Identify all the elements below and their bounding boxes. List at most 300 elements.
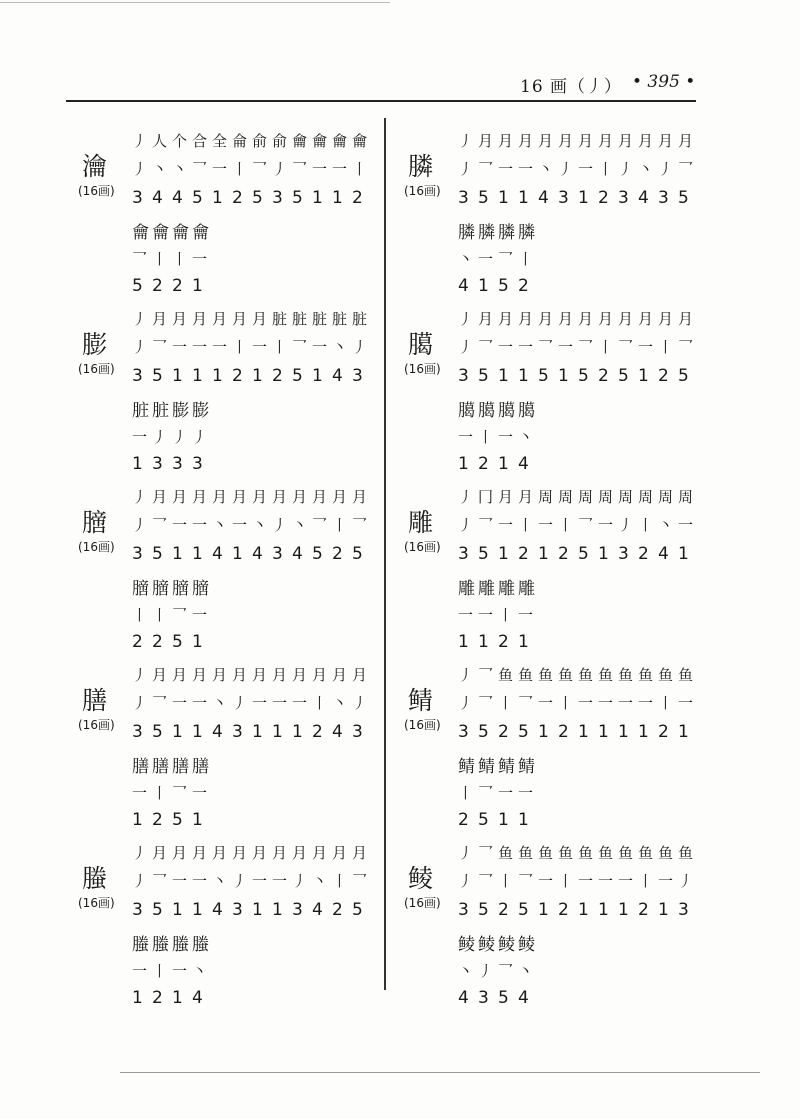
stroke-sequence-row-cell: 月 <box>538 310 554 328</box>
stroke-number-row-cell: 4 <box>332 366 343 386</box>
stroke-sequence-row-cell: 月 <box>638 132 654 150</box>
stroke-sequence-row-cont-cell: 鲮 <box>498 935 515 955</box>
stroke-number-row-cell: 1 <box>538 722 549 742</box>
stroke-number-row-cell: 1 <box>192 722 203 742</box>
head-character: 臈 <box>408 330 434 359</box>
stroke-sequence-row-cell: 鱼 <box>558 666 574 684</box>
stroke-number-row-cont-cell: 1 <box>498 454 509 474</box>
stroke-number-row-cell: 5 <box>518 722 529 742</box>
stroke-number-row-cell: 4 <box>638 188 649 208</box>
stroke-number-row-cell: 1 <box>518 188 529 208</box>
stroke-shape-row-cont-cell: 一 <box>478 250 494 268</box>
stroke-shape-row-cell: 一 <box>598 872 614 890</box>
stroke-number-row-cell: 2 <box>658 722 669 742</box>
stroke-sequence-row <box>132 664 372 686</box>
stroke-shape-row-cell: 丿 <box>272 160 288 178</box>
stroke-sequence-row-cell: 鱼 <box>578 844 594 862</box>
stroke-number-row-cell: 5 <box>518 900 529 920</box>
stroke-shape-row-cell: 一 <box>538 872 554 890</box>
stroke-shape-row-cont <box>132 426 212 448</box>
stroke-sequence-row-cont-cell: 膳 <box>172 757 189 777</box>
stroke-shape-row-cell: 一 <box>212 160 228 178</box>
stroke-sequence-row-cell: 月 <box>518 132 534 150</box>
stroke-number-row-cont-cell: 4 <box>458 988 469 1008</box>
stroke-shape-row <box>458 336 698 358</box>
stroke-count-badge: (16画) <box>78 362 115 376</box>
stroke-number-row-cont-cell: 1 <box>132 810 143 830</box>
stroke-sequence-row-cell: 乛 <box>478 844 494 862</box>
head-character: 膨 <box>82 330 108 359</box>
stroke-number-row-cont-cell: 2 <box>152 276 163 296</box>
stroke-shape-row-cont-cell: 一 <box>458 606 474 624</box>
stroke-number-row-cont-cell: 1 <box>478 276 489 296</box>
stroke-number-row-cell: 3 <box>232 900 243 920</box>
stroke-shape-row-cont-cell: 丶 <box>192 962 208 980</box>
stroke-shape-row-cell: 乛 <box>252 160 268 178</box>
stroke-sequence-row-cell: 乛 <box>478 666 494 684</box>
stroke-shape-row-cell: 丶 <box>212 694 228 712</box>
stroke-number-row-cell: 1 <box>618 900 629 920</box>
stroke-number-row-cell: 5 <box>292 188 303 208</box>
stroke-sequence-row-cell: 月 <box>678 132 694 150</box>
stroke-shape-row-cell: 一 <box>172 872 188 890</box>
stroke-sequence-row-cell: 鱼 <box>538 666 554 684</box>
stroke-number-row-cell: 2 <box>598 188 609 208</box>
stroke-shape-row-cell: 丿 <box>352 694 368 712</box>
stroke-shape-row <box>458 158 698 180</box>
stroke-shape-row-cont-cell: 一 <box>132 428 148 446</box>
stroke-sequence-row-cell: 月 <box>558 132 574 150</box>
stroke-shape-row-cont <box>458 426 538 448</box>
stroke-shape-row <box>458 692 698 714</box>
stroke-sequence-row-cell: 鱼 <box>578 666 594 684</box>
stroke-number-row-cont-cell: 2 <box>478 454 489 474</box>
stroke-number-row-cell: 1 <box>172 544 183 564</box>
stroke-number-row-cont-cell: 5 <box>498 276 509 296</box>
stroke-sequence-row-cell: 月 <box>638 310 654 328</box>
stroke-shape-row-cell: 一 <box>618 872 634 890</box>
stroke-number-row-cell: 3 <box>458 366 469 386</box>
stroke-shape-row-cell: 乛 <box>578 516 594 534</box>
stroke-sequence-row-cell: 周 <box>658 488 674 506</box>
stroke-shape-row-cell: 一 <box>498 160 514 178</box>
top-edge-line <box>0 2 390 3</box>
stroke-sequence-row-cont-cell: 膳 <box>152 757 169 777</box>
stroke-number-row-cell: 3 <box>132 900 143 920</box>
stroke-sequence-row-cell: 鱼 <box>498 666 514 684</box>
stroke-sequence-row-cont-cell: 龠 <box>132 223 149 243</box>
stroke-count-badge: (16画) <box>404 718 441 732</box>
stroke-sequence-row-cell: 丿 <box>458 310 474 328</box>
stroke-number-row-cont-cell: 1 <box>192 276 203 296</box>
stroke-shape-row-cont-cell: 丨 <box>172 250 188 268</box>
stroke-sequence-row-cell: 鱼 <box>538 844 554 862</box>
stroke-count-badge: (16画) <box>78 718 115 732</box>
stroke-number-row-cell: 1 <box>578 722 589 742</box>
stroke-number-row-cont-cell: 1 <box>478 632 489 652</box>
stroke-sequence-row-cell: 周 <box>638 488 654 506</box>
stroke-number-row-cont-cell: 4 <box>458 276 469 296</box>
stroke-sequence-row-cell: 丿 <box>132 310 148 328</box>
stroke-shape-row-cont-cell: 丨 <box>498 606 514 624</box>
stroke-shape-row-cont-cell: 一 <box>172 962 188 980</box>
stroke-shape-row-cont-cell: 乛 <box>172 784 188 802</box>
stroke-sequence-row-cell: 丿 <box>458 666 474 684</box>
stroke-shape-row-cell: 丨 <box>232 338 248 356</box>
stroke-sequence-row-cont-cell: 鲭 <box>498 757 515 777</box>
stroke-sequence-row-cont-cell: 螣 <box>192 935 209 955</box>
stroke-number-row-cell: 4 <box>212 722 223 742</box>
stroke-shape-row-cell: 一 <box>272 872 288 890</box>
stroke-sequence-row <box>132 130 372 152</box>
stroke-sequence-row-cell: 周 <box>558 488 574 506</box>
stroke-shape-row-cell: 一 <box>618 694 634 712</box>
stroke-sequence-row-cell: 鱼 <box>638 844 654 862</box>
stroke-sequence-row-cont-cell: 膪 <box>152 579 169 599</box>
stroke-number-row-cell: 4 <box>538 188 549 208</box>
stroke-shape-row-cell: 丨 <box>558 516 574 534</box>
stroke-number-row-cell: 1 <box>518 366 529 386</box>
stroke-number-row-cell: 3 <box>132 188 143 208</box>
stroke-shape-row-cont-cell: 一 <box>192 250 208 268</box>
stroke-shape-row-cell: 丶 <box>172 160 188 178</box>
stroke-number-row-cell: 2 <box>498 900 509 920</box>
stroke-shape-row-cell: 一 <box>252 694 268 712</box>
stroke-shape-row-cell: 丨 <box>498 694 514 712</box>
stroke-shape-row-cell: 一 <box>538 694 554 712</box>
stroke-number-row-cell: 5 <box>478 544 489 564</box>
stroke-sequence-row-cont-cell: 螣 <box>132 935 149 955</box>
stroke-sequence-row <box>458 486 698 508</box>
stroke-shape-row-cell: 丿 <box>678 872 694 890</box>
stroke-shape-row-cont <box>458 604 538 626</box>
stroke-sequence-row-cell: 月 <box>312 488 328 506</box>
stroke-shape-row-cell: 丶 <box>658 516 674 534</box>
stroke-sequence-row-cell: 月 <box>352 488 368 506</box>
stroke-shape-row-cell: 一 <box>212 338 228 356</box>
stroke-sequence-row-cell: 丿 <box>458 844 474 862</box>
stroke-sequence-row-cell: 月 <box>272 666 288 684</box>
stroke-sequence-row-cell: 月 <box>332 666 348 684</box>
stroke-shape-row-cell: 一 <box>518 338 534 356</box>
stroke-number-row-cont-cell: 5 <box>172 810 183 830</box>
stroke-shape-row-cell: 丨 <box>272 338 288 356</box>
stroke-sequence-row-cont-cell: 膪 <box>132 579 149 599</box>
stroke-shape-row-cell: 一 <box>172 516 188 534</box>
stroke-shape-row-cont-cell: 乛 <box>498 962 514 980</box>
stroke-shape-row-cell: 丿 <box>292 872 308 890</box>
stroke-sequence-row-cont-cell: 螣 <box>172 935 189 955</box>
stroke-shape-row-cont-cell: 乛 <box>478 784 494 802</box>
stroke-shape-row-cell: 一 <box>578 694 594 712</box>
head-character: 鲭 <box>408 686 434 715</box>
stroke-sequence-row-cell: 月 <box>578 310 594 328</box>
stroke-shape-row-cont-cell: 一 <box>458 428 474 446</box>
stroke-sequence-row-cont-cell: 雕 <box>498 579 515 599</box>
head-character: 瀹 <box>82 152 108 181</box>
stroke-sequence-row-cell: 月 <box>352 844 368 862</box>
stroke-sequence-row-cont-cell: 螣 <box>152 935 169 955</box>
stroke-sequence-row-cell: 月 <box>152 844 168 862</box>
stroke-sequence-row-cell: 月 <box>578 132 594 150</box>
stroke-sequence-row-cont-cell: 膪 <box>172 579 189 599</box>
stroke-sequence-row-cont-cell: 鲮 <box>518 935 535 955</box>
stroke-sequence-row-cell: 月 <box>658 310 674 328</box>
stroke-shape-row-cell: 乛 <box>478 516 494 534</box>
stroke-number-row-cont <box>132 988 212 1010</box>
stroke-sequence-row-cell: 周 <box>538 488 554 506</box>
stroke-shape-row-cell: 一 <box>638 694 654 712</box>
stroke-shape-row-cell: 丨 <box>598 160 614 178</box>
stroke-shape-row-cont-cell: 丨 <box>152 784 168 802</box>
stroke-number-row-cell: 2 <box>518 544 529 564</box>
stroke-number-row-cell: 5 <box>478 900 489 920</box>
stroke-shape-row-cell: 丿 <box>458 516 474 534</box>
stroke-shape-row-cell: 一 <box>312 338 328 356</box>
stroke-sequence-row-cont-cell: 鲭 <box>518 757 535 777</box>
stroke-shape-row-cont-cell: 乛 <box>132 250 148 268</box>
stroke-number-row-cell: 1 <box>498 188 509 208</box>
stroke-sequence-row-cell: 月 <box>212 310 228 328</box>
stroke-number-row-cell: 1 <box>172 900 183 920</box>
stroke-sequence-row-cell: 丿 <box>132 488 148 506</box>
stroke-shape-row-cont-cell: 一 <box>518 606 534 624</box>
stroke-sequence-row-cell: 鱼 <box>518 666 534 684</box>
stroke-number-row-cell: 1 <box>618 722 629 742</box>
stroke-shape-row-cell: 丨 <box>518 516 534 534</box>
stroke-shape-row-cont-cell: 丿 <box>478 962 494 980</box>
stroke-number-row-cont-cell: 1 <box>518 810 529 830</box>
stroke-sequence-row <box>132 842 372 864</box>
stroke-shape-row-cont <box>132 782 212 804</box>
stroke-number-row-cell: 5 <box>292 366 303 386</box>
stroke-sequence-row-cell: 鱼 <box>678 844 694 862</box>
head-character: 螣 <box>82 864 108 893</box>
stroke-shape-row-cell: 乛 <box>478 160 494 178</box>
stroke-shape-row-cell: 一 <box>192 872 208 890</box>
stroke-sequence-row-cont-cell: 膳 <box>192 757 209 777</box>
stroke-shape-row-cont-cell: 丶 <box>518 428 534 446</box>
stroke-sequence-row <box>458 842 698 864</box>
stroke-shape-row-cont-cell: 丨 <box>518 250 534 268</box>
stroke-shape-row-cont-cell: 丨 <box>478 428 494 446</box>
stroke-shape-row-cell: 乛 <box>678 338 694 356</box>
stroke-shape-row-cell: 乛 <box>478 338 494 356</box>
stroke-sequence-row-cell: 周 <box>578 488 594 506</box>
stroke-shape-row-cont-cell: 一 <box>518 784 534 802</box>
stroke-shape-row-cell: 乛 <box>478 872 494 890</box>
stroke-number-row-cell: 5 <box>478 722 489 742</box>
stroke-sequence-row-cont <box>132 930 212 955</box>
stroke-number-row-cell: 1 <box>232 544 243 564</box>
stroke-number-row-cont-cell: 1 <box>458 454 469 474</box>
stroke-number-row-cell: 3 <box>558 188 569 208</box>
stroke-shape-row-cell: 丨 <box>638 872 654 890</box>
stroke-shape-row-cell: 丿 <box>458 694 474 712</box>
stroke-number-row-cell: 1 <box>332 188 343 208</box>
stroke-sequence-row-cell: 月 <box>658 132 674 150</box>
stroke-sequence-row <box>458 308 698 330</box>
stroke-number-row-cell: 4 <box>658 544 669 564</box>
stroke-number-row-cont <box>132 810 212 832</box>
stroke-shape-row-cell: 丶 <box>538 160 554 178</box>
stroke-sequence-row-cell: 俞 <box>252 132 268 150</box>
stroke-number-row <box>458 544 698 566</box>
stroke-number-row-cell: 1 <box>172 722 183 742</box>
stroke-sequence-row-cell: 月 <box>478 132 494 150</box>
stroke-number-row-cell: 5 <box>312 544 323 564</box>
stroke-sequence-row-cell: 月 <box>192 310 208 328</box>
stroke-shape-row-cell: 乛 <box>152 516 168 534</box>
stroke-shape-row-cont-cell: 一 <box>192 784 208 802</box>
stroke-shape-row-cell: 丶 <box>212 872 228 890</box>
stroke-shape-row-cell: 一 <box>192 694 208 712</box>
stroke-number-row-cell: 2 <box>498 722 509 742</box>
stroke-shape-row-cell: 一 <box>498 338 514 356</box>
stroke-number-row-cell: 5 <box>678 188 689 208</box>
stroke-number-row-cell: 1 <box>272 900 283 920</box>
stroke-number-row-cont-cell: 3 <box>152 454 163 474</box>
stroke-sequence-row-cell: 月 <box>192 666 208 684</box>
stroke-sequence-row-cont-cell: 龠 <box>172 223 189 243</box>
head-character: 雕 <box>408 508 434 537</box>
stroke-sequence-row-cell: 鱼 <box>518 844 534 862</box>
stroke-shape-row-cell: 一 <box>252 872 268 890</box>
stroke-number-row-cont-cell: 4 <box>192 988 203 1008</box>
stroke-sequence-row-cell: 周 <box>618 488 634 506</box>
stroke-sequence-row-cont-cell: 臈 <box>478 401 495 421</box>
stroke-sequence-row <box>458 664 698 686</box>
stroke-shape-row-cell: 丿 <box>458 338 474 356</box>
stroke-number-row-cont-cell: 1 <box>132 454 143 474</box>
stroke-sequence-row-cont <box>458 574 538 599</box>
stroke-shape-row-cell: 丿 <box>618 160 634 178</box>
stroke-number-row <box>458 722 698 744</box>
stroke-shape-row-cont-cell: 乛 <box>172 606 188 624</box>
stroke-shape-row-cell: 丿 <box>558 160 574 178</box>
stroke-number-row-cell: 3 <box>292 900 303 920</box>
stroke-sequence-row-cell: 月 <box>232 310 248 328</box>
stroke-sequence-row-cont-cell: 雕 <box>458 579 475 599</box>
stroke-shape-row-cont <box>458 960 538 982</box>
stroke-number-row-cell: 3 <box>618 544 629 564</box>
stroke-shape-row <box>458 514 698 536</box>
stroke-shape-row-cell: 乛 <box>518 694 534 712</box>
stroke-sequence-row-cell: 月 <box>292 488 308 506</box>
stroke-number-row-cont-cell: 2 <box>172 276 183 296</box>
stroke-sequence-row-cell: 月 <box>498 132 514 150</box>
stroke-sequence-row-cell: 龠 <box>352 132 368 150</box>
stroke-number-row-cell: 4 <box>312 900 323 920</box>
stroke-number-row-cont-cell: 1 <box>192 632 203 652</box>
stroke-shape-row-cell: 丨 <box>332 516 348 534</box>
stroke-number-row-cell: 3 <box>458 722 469 742</box>
stroke-number-row-cell: 5 <box>678 366 689 386</box>
stroke-number-row-cell: 1 <box>538 544 549 564</box>
stroke-sequence-row-cell: 脏 <box>312 310 328 328</box>
stroke-sequence-row <box>458 130 698 152</box>
stroke-number-row-cont-cell: 1 <box>458 632 469 652</box>
stroke-sequence-row-cell: 月 <box>272 844 288 862</box>
stroke-shape-row-cont <box>132 960 212 982</box>
stroke-number-row-cell: 2 <box>232 366 243 386</box>
stroke-number-row-cont-cell: 1 <box>498 810 509 830</box>
stroke-shape-row-cell: 丿 <box>132 872 148 890</box>
stroke-shape-row-cont-cell: 一 <box>498 784 514 802</box>
stroke-number-row-cont-cell: 1 <box>192 810 203 830</box>
stroke-shape-row-cell: 丿 <box>132 516 148 534</box>
stroke-shape-row-cell: 一 <box>272 694 288 712</box>
stroke-number-row-cell: 1 <box>192 900 203 920</box>
head-character: 膦 <box>408 152 434 181</box>
stroke-sequence-row-cell: 个 <box>172 132 188 150</box>
stroke-number-row-cell: 1 <box>678 722 689 742</box>
stroke-shape-row-cell: 一 <box>598 694 614 712</box>
stroke-number-row-cell: 4 <box>172 188 183 208</box>
stroke-sequence-row-cont-cell: 膨 <box>192 401 209 421</box>
stroke-shape-row-cont-cell: 丨 <box>152 606 168 624</box>
stroke-count-badge: (16画) <box>404 540 441 554</box>
stroke-number-row-cell: 1 <box>558 366 569 386</box>
stroke-sequence-row-cont-cell: 臈 <box>458 401 475 421</box>
stroke-sequence-row-cell: 鱼 <box>618 844 634 862</box>
head-character: 膳 <box>82 686 108 715</box>
stroke-shape-row-cell: 一 <box>232 516 248 534</box>
stroke-number-row-cell: 3 <box>272 188 283 208</box>
stroke-sequence-row-cont-cell: 龠 <box>192 223 209 243</box>
stroke-number-row-cell: 1 <box>598 900 609 920</box>
stroke-number-row-cont-cell: 4 <box>518 988 529 1008</box>
stroke-number-row-cell: 2 <box>312 722 323 742</box>
stroke-number-row-cell: 2 <box>232 188 243 208</box>
stroke-sequence-row-cont-cell: 膳 <box>132 757 149 777</box>
stroke-shape-row-cell: 一 <box>192 516 208 534</box>
stroke-number-row-cont-cell: 3 <box>172 454 183 474</box>
stroke-shape-row-cell: 乛 <box>312 516 328 534</box>
stroke-shape-row-cont <box>132 248 212 270</box>
stroke-number-row-cell: 5 <box>538 366 549 386</box>
stroke-shape-row-cell: 丨 <box>598 338 614 356</box>
stroke-sequence-row-cell: 月 <box>618 310 634 328</box>
stroke-shape-row-cell: 丨 <box>658 694 674 712</box>
stroke-sequence-row-cell: 鱼 <box>678 666 694 684</box>
stroke-number-row-cell: 5 <box>152 544 163 564</box>
stroke-sequence-row-cont-cell: 龠 <box>152 223 169 243</box>
stroke-sequence-row-cont-cell: 膦 <box>458 223 475 243</box>
stroke-sequence-row-cont-cell: 脏 <box>132 401 149 421</box>
stroke-shape-row-cell: 丿 <box>458 160 474 178</box>
stroke-sequence-row-cell: 月 <box>192 844 208 862</box>
stroke-number-row-cell: 5 <box>192 188 203 208</box>
stroke-number-row-cell: 5 <box>578 366 589 386</box>
stroke-number-row-cont-cell: 2 <box>132 632 143 652</box>
stroke-shape-row <box>132 870 372 892</box>
stroke-sequence-row-cell: 月 <box>232 666 248 684</box>
stroke-number-row-cell: 3 <box>132 366 143 386</box>
stroke-shape-row-cell: 乛 <box>352 516 368 534</box>
stroke-shape-row-cell: 丶 <box>212 516 228 534</box>
stroke-sequence-row-cont-cell: 膦 <box>478 223 495 243</box>
stroke-sequence-row-cont-cell: 鲮 <box>458 935 475 955</box>
stroke-sequence-row-cell: 月 <box>518 310 534 328</box>
stroke-shape-row-cell: 一 <box>498 516 514 534</box>
stroke-sequence-row-cell: 月 <box>212 666 228 684</box>
stroke-shape-row-cell: 一 <box>192 338 208 356</box>
stroke-number-row-cell: 1 <box>192 366 203 386</box>
stroke-number-row-cont-cell: 2 <box>152 632 163 652</box>
stroke-shape-row-cell: 丶 <box>332 338 348 356</box>
stroke-shape-row-cell: 一 <box>292 694 308 712</box>
